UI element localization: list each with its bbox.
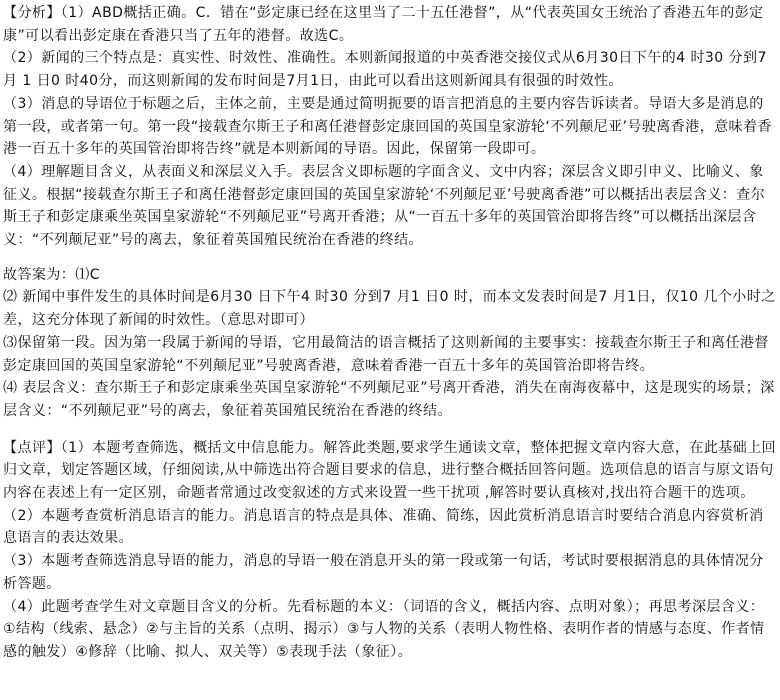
analysis-paragraph-3: （3）消息的导语位于标题之后，主体之前，主要是通过简明扼要的语言把消息的主要内容告诉读者。导语大多是消息的第一段，或者第一句。第一段“接载查尔斯王子和离任港督彭定康回国的英国皇家游轮‘不列颠尼亚’号驶离香港，意味着香港一百五十多年的英国管治即将告终”就是本则新闻的导语。因此，保留第一段即可。 bbox=[3, 95, 772, 158]
comment-paragraph-4: （4）此题考查学生对文章题目含义的分析。先看标题的本义：（词语的含义，概括内容、点明对象）；再思考深层含义：①结构（线索、悬念）②与主旨的关系（点明、揭示）③与人物的关系（表明人物性格、表明作者的情感与态度、作者情感的触发）④修辞（比喻、拟人、双关等）⑤表现手法（象征）。 bbox=[3, 598, 765, 660]
answer-section bbox=[3, 264, 777, 423]
comment-section bbox=[3, 437, 777, 664]
analysis-section bbox=[3, 2, 777, 252]
section-spacer bbox=[3, 423, 777, 437]
section-spacer bbox=[3, 252, 777, 264]
answer-line-4: ⑷ 表层含义：查尔斯王子和彭定康乘坐英国皇家游轮“不列颠尼亚”号离开香港，消失在南海夜幕中，这是现实的场景；深层含义：“不列颠尼亚”号的离去，象征着英国殖民统治在香港的终结。 bbox=[3, 380, 775, 419]
answer-line-2: ⑵ 新闻中事件发生的具体时间是6月30 日下午4 时30 分到7 月1 日0 时，而本文发表时间是7 月1日，仅10 几个小时之差，这充分体现了新闻的时效性。（意思对即可） bbox=[3, 289, 776, 329]
comment-paragraph-3: （3）本题考查筛选消息导语的能力，消息的导语一般在消息开头的第一段或第一句话，考试时要根据消息的具体情况分析答题。 bbox=[3, 553, 764, 592]
comment-paragraph-1: 【点评】（1）本题考查筛选、概括文中信息能力。解答此类题,要求学生通读文章，整体把握文章内容大意，在此基础上回归文章，划定答题区域，仔细阅读,从中筛选出符合题目要求的信息，进行整合概括回答问题。选项信息的语言与原文语句内容在表述上有一定区别，命题者常通过改变叙述的方式来设置一些干扰项 ,解答时要认真核对,找出符合题干的选项。 bbox=[3, 439, 777, 502]
analysis-paragraph-4: （4）理解题目含义，从表面义和深层义入手。表层含义即标题的字面含义、文中内容；深层含义即引申义、比喻义、象征义。根据“接载查尔斯王子和离任港督彭定康回国的英国皇家游轮‘不列颠尼亚’号驶离香港”可以概括出表层含义：查尔斯王子和彭定康乘坐英国皇家游轮“不列颠尼亚”号离开香港；从“一百五十多年的英国管治即将告终”可以概括出深层含义：“不列颠尼亚”号的离去，象征着英国殖民统治在香港的终结。 bbox=[3, 163, 766, 249]
answer-line-3: ⑶保留第一段。因为第一段属于新闻的导语，它用最简洁的语言概括了这则新闻的主要事实：接载查尔斯王子和离任港督彭定康回国的英国皇家游轮“不列颠尼亚”号驶离香港，意味着香港一百五十多年的英国管治即将告终。 bbox=[3, 334, 769, 374]
answer-line-1: 故答案为：⑴C bbox=[3, 266, 100, 283]
analysis-paragraph-1: 【分析】（1）ABD概括正确。C．错在“彭定康已经在这里当了二十五任港督”，从“代表英国女王统治了香港五年的彭定康”可以看出彭定康在香港只当了五年的港督。故选C。 bbox=[3, 5, 764, 44]
analysis-paragraph-2: （2）新闻的三个特点是：真实性、时效性、准确性。本则新闻报道的中英香港交接仪式从6月30日下午的4 时30 分到7月 1 日0 时40分，而这则新闻的发布时间是7月1日，由此可以看出这则新闻具有很强的时效性。 bbox=[3, 50, 767, 90]
comment-paragraph-2: （2）本题考查赏析消息语言的能力。消息语言的特点是具体、准确、简练，因此赏析消息语言时要结合消息内容赏析消息语言的表达效果。 bbox=[3, 507, 764, 547]
